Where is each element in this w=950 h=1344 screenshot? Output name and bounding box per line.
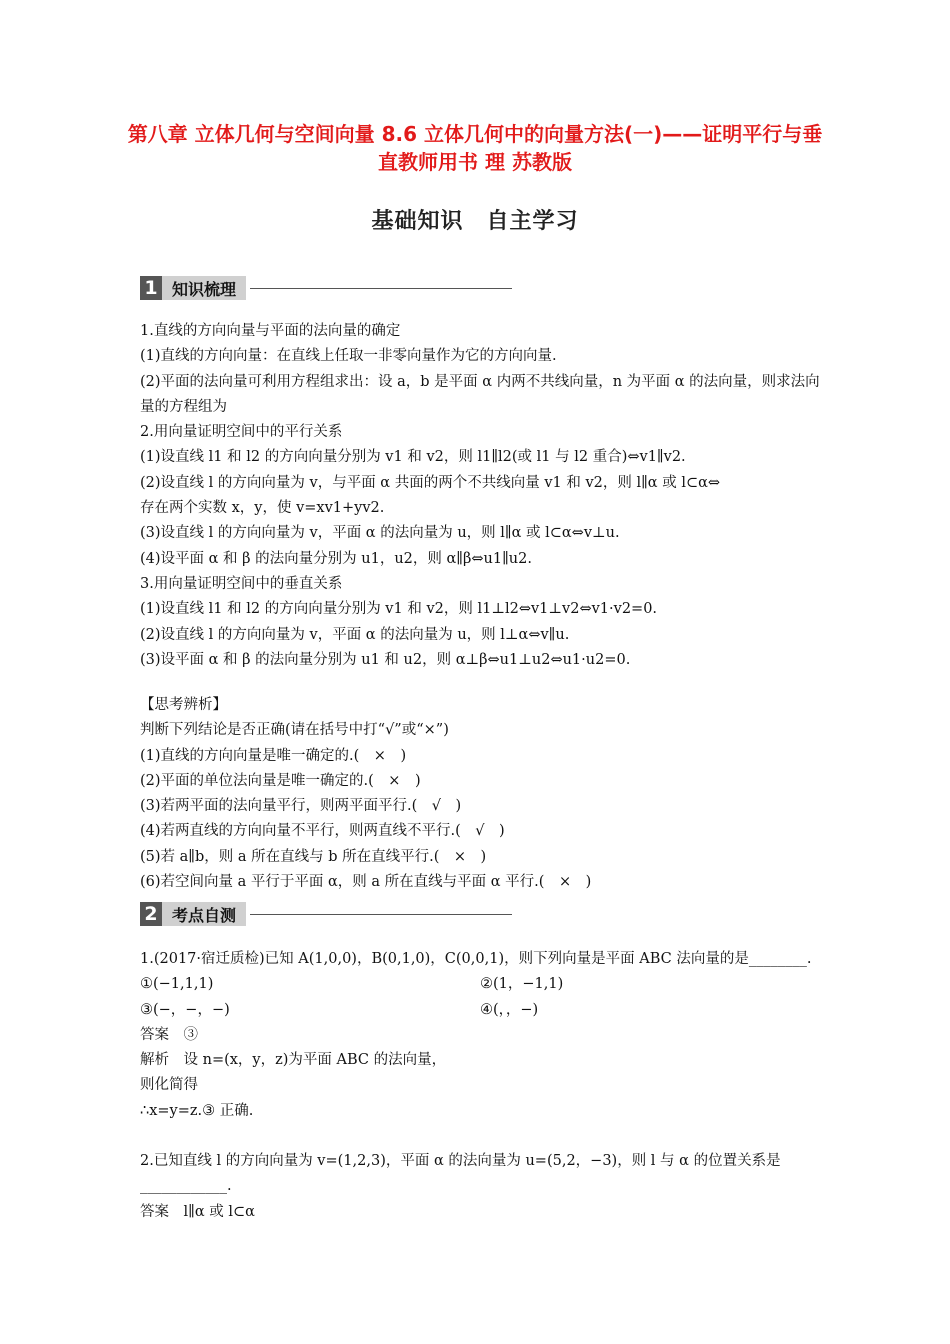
option: ②(1，−1,1) (480, 976, 564, 993)
text-line: 3.用向量证明空间中的垂直关系 (140, 575, 343, 592)
exercise-question: 2.已知直线 l 的方向向量为 v=(1,2,3)，平面 α 的法向量为 u=(5,2，−3)，则 l 与 α 的位置关系是____________. (140, 1153, 781, 1195)
think-item: (4)若两直线的方向向量不平行，则两直线不平行.( √ ) (140, 823, 505, 840)
text-line: (1)设直线 l1 和 l2 的方向向量分别为 v1 和 v2，则 l1⊥l2⇔v1⊥v2⇔v1·v2=0. (140, 601, 658, 618)
options-row (140, 998, 820, 1023)
text-line: 存在两个实数 x，y，使 v=xv1+yv2. (140, 500, 385, 517)
section-rule (250, 288, 512, 289)
section-number: 1 (140, 276, 162, 300)
think-instruction: 判断下列结论是否正确(请在括号中打“√”或“×”) (140, 722, 449, 739)
exercise-question: 1.(2017·宿迁质检)已知 A(1,0,0)，B(0,1,0)，C(0,0,1)，则下列向量是平面 ABC 法向量的是________. (140, 951, 812, 967)
text-line: (2)设直线 l 的方向向量为 v，与平面 α 共面的两个不共线向量 v1 和 v2，则 l∥α 或 l⊂α⇔ (140, 474, 721, 491)
option: ③(−，−，−) (140, 1001, 230, 1018)
think-analysis (140, 693, 820, 895)
text-line: (2)平面的法向量可利用方程组求出：设 a，b 是平面 α 内两不共线向量，n 为平面 α 的法向量，则求法向量的方程组为 (140, 373, 820, 415)
text-line: (1)设直线 l1 和 l2 的方向向量分别为 v1 和 v2，则 l1∥l2(或 l1 与 l2 重合)⇔v1∥v2. (140, 449, 686, 466)
think-heading: 【思考辨析】 (140, 697, 227, 713)
text-line: 2.用向量证明空间中的平行关系 (140, 424, 343, 441)
think-item: (6)若空间向量 a 平行于平面 α，则 a 所在直线与平面 α 平行.( × ) (140, 874, 592, 891)
knowledge-content (140, 319, 820, 673)
think-item: (3)若两平面的法向量平行，则两平面平行.( √ ) (140, 798, 462, 815)
options-row (140, 972, 820, 997)
think-item: (5)若 a∥b，则 a 所在直线与 b 所在直线平行.( × ) (140, 848, 487, 865)
section-number: 2 (140, 902, 162, 926)
option: ①(−1,1,1) (140, 976, 214, 993)
answer: 答案 ③ (140, 1026, 198, 1043)
section-label: 知识梳理 (162, 276, 246, 300)
analysis: 解析 设 n=(x，y，z)为平面 ABC 的法向量， (140, 1052, 447, 1069)
section-header-self-test (140, 902, 512, 926)
think-item: (2)平面的单位法向量是唯一确定的.( × ) (140, 772, 421, 789)
analysis-conclusion: ∴x=y=z.③ 正确. (140, 1102, 254, 1119)
exercise-1 (140, 947, 820, 1124)
document-title: 第八章 立体几何与空间向量 8.6 立体几何中的向量方法(一)——证明平行与垂直教师用书 理 苏教版 (127, 122, 823, 174)
option: ④(，，−) (480, 1001, 539, 1018)
section-label: 考点自测 (162, 902, 246, 926)
section-rule (250, 914, 512, 915)
think-item: (1)直线的方向向量是唯一确定的.( × ) (140, 747, 407, 764)
section-header-knowledge (140, 276, 512, 300)
answer: 答案 l∥α 或 l⊂α (140, 1203, 255, 1220)
text-line: 1.直线的方向向量与平面的法向量的确定 (140, 323, 401, 339)
analysis-step: 则化简得 (140, 1077, 198, 1094)
text-line: (3)设直线 l 的方向向量为 v，平面 α 的法向量为 u，则 l∥α 或 l⊂α⇔v⊥u. (140, 525, 620, 542)
text-line: (1)直线的方向向量：在直线上任取一非零向量作为它的方向向量. (140, 348, 557, 365)
text-line: (4)设平面 α 和 β 的法向量分别为 u1，u2，则 α∥β⇔u1∥u2. (140, 550, 532, 567)
text-line: (3)设平面 α 和 β 的法向量分别为 u1 和 u2，则 α⊥β⇔u1⊥u2⇔u1·u2=0. (140, 651, 631, 668)
exercise-2 (140, 1149, 820, 1225)
section-subtitle: 基础知识 自主学习 (371, 209, 579, 234)
text-line: (2)设直线 l 的方向向量为 v，平面 α 的法向量为 u，则 l⊥α⇔v∥u. (140, 626, 570, 643)
